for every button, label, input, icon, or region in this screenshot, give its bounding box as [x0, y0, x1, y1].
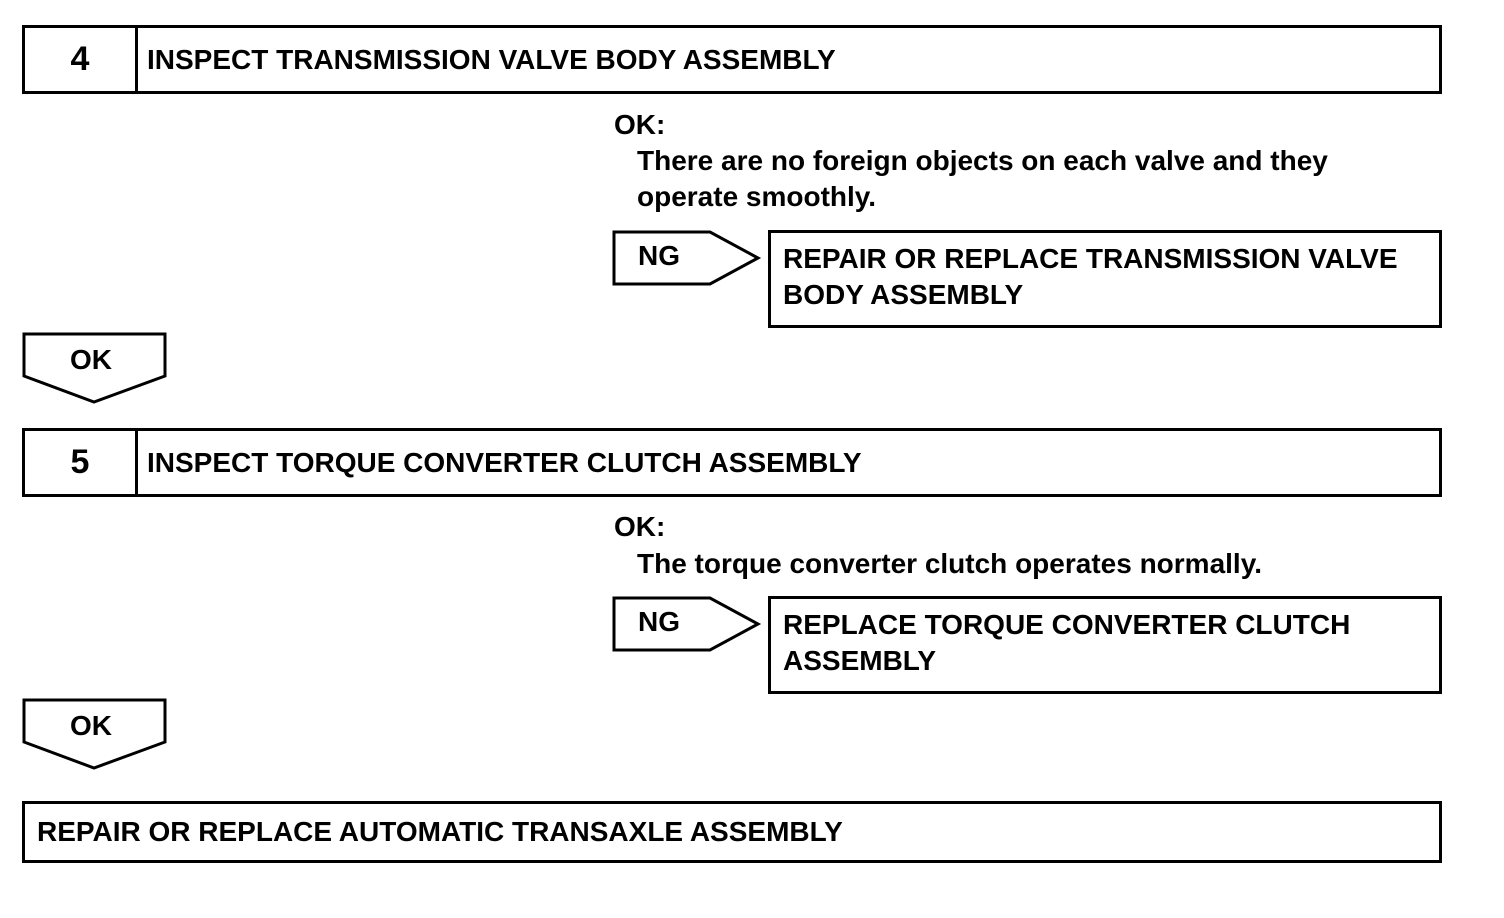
- step-5-ng-result: REPLACE TORQUE CONVERTER CLUTCH ASSEMBLY: [768, 596, 1442, 694]
- step-5-number: 5: [25, 431, 138, 494]
- step-5-ok-description: The torque converter clutch operates normally.: [637, 548, 1262, 579]
- step-5-title: INSPECT TORQUE CONVERTER CLUTCH ASSEMBLY: [147, 446, 862, 478]
- step-4-box: [22, 25, 1442, 94]
- step-4-ok-label: OK:: [614, 109, 666, 140]
- step-4-ng-result: REPAIR OR REPLACE TRANSMISSION VALVE BODY ASSEMBLY: [768, 230, 1442, 328]
- step-5-ng-label: NG: [638, 606, 680, 637]
- step-4-ok-arrow-label: OK: [70, 344, 112, 375]
- step-4-number: 4: [25, 28, 138, 91]
- step-4-title: INSPECT TRANSMISSION VALVE BODY ASSEMBLY: [147, 43, 836, 75]
- step-5-ng-arrow: [612, 596, 762, 654]
- step-5-ok-label: OK:: [614, 511, 666, 542]
- step-4-ng-label: NG: [638, 240, 680, 271]
- step-5-ok-arrow-label: OK: [70, 710, 112, 741]
- step-4-ok-description: There are no foreign objects on each valve and they operate smoothly.: [637, 145, 1328, 212]
- step-4-ng-arrow: [612, 230, 762, 288]
- final-result-box: REPAIR OR REPLACE AUTOMATIC TRANSAXLE ASSEMBLY: [22, 801, 1442, 863]
- step-5-box: [22, 428, 1442, 497]
